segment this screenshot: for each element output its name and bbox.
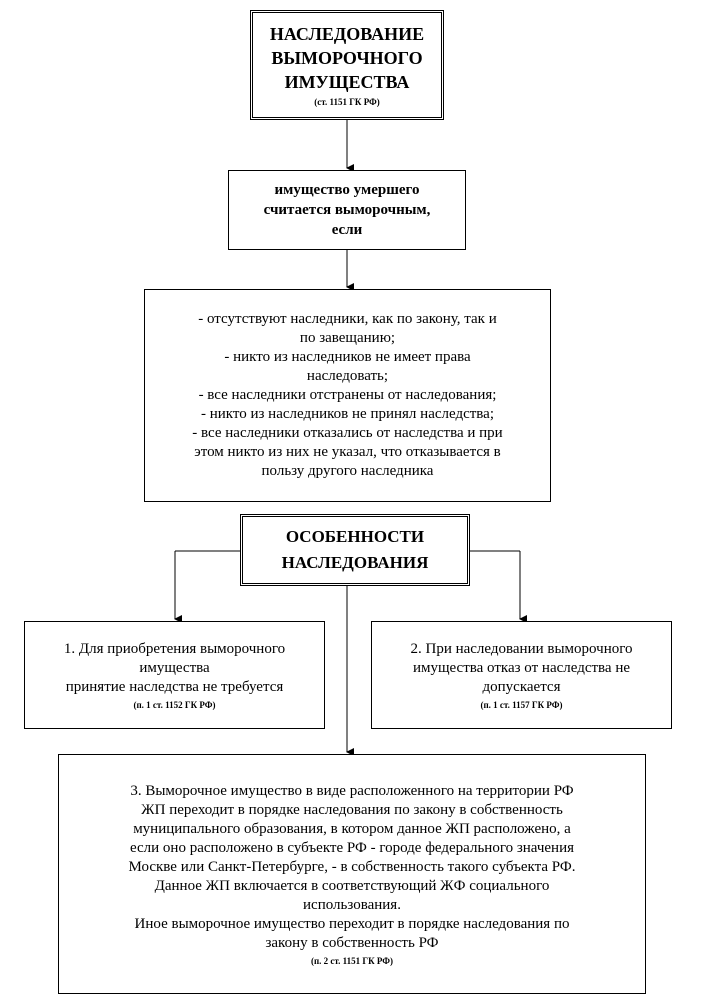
cases-line-5: - все наследники отстранены от наследования;	[198, 387, 497, 403]
features-box	[240, 514, 470, 586]
feature-3-box	[58, 754, 646, 994]
feature-1-box	[24, 621, 325, 729]
cases-line-6: - никто из наследников не принял наследства;	[200, 406, 495, 422]
title-reference: (ст. 1151 ГК РФ)	[314, 97, 380, 107]
title-line-1: НАСЛЕДОВАНИЕ	[269, 24, 425, 44]
feature-2-box	[371, 621, 672, 729]
feature-3-line-6: Данное ЖП включается в соответствующий ЖФ социального	[154, 877, 550, 894]
feature-3-line-9: закону в собственность РФ	[265, 934, 439, 951]
feature-3-line-5: Москве или Санкт-Петербурге, - в собственность такого субъекта РФ.	[128, 858, 576, 875]
condition-line-1: имущество умершего	[274, 182, 420, 198]
condition-line-2: считается выморочным,	[263, 202, 431, 218]
cases-line-9: пользу другого наследника	[261, 463, 434, 479]
feature-3-line-8: Иное выморочное имущество переходит в порядке наследования по	[134, 915, 570, 932]
title-line-3: ИМУЩЕСТВА	[284, 72, 410, 92]
cases-box	[144, 289, 551, 502]
condition-box	[228, 170, 466, 250]
feature-1-reference: (п. 1 ст. 1152 ГК РФ)	[133, 699, 216, 710]
cases-line-3: - никто из наследников не имеет права	[224, 349, 471, 365]
feature-3-line-1: 3. Выморочное имущество в виде расположенного на территории РФ	[130, 782, 574, 799]
features-line-2: НАСЛЕДОВАНИЯ	[281, 553, 429, 572]
cases-line-7: - все наследники отказались от наследства и при	[192, 425, 503, 441]
title-line-2: ВЫМОРОЧНОГО	[271, 48, 423, 68]
feature-1-line-1: 1. Для приобретения выморочного	[63, 640, 286, 657]
feature-2-line-1: 2. При наследовании выморочного	[410, 640, 633, 657]
feature-3-line-3: муниципального образования, в котором данное ЖП расположено, а	[133, 820, 571, 837]
feature-3-reference: (п. 2 ст. 1151 ГК РФ)	[311, 955, 393, 966]
features-line-1: ОСОБЕННОСТИ	[285, 527, 425, 546]
feature-3-line-4: если оно расположено в субъекте РФ - городе федерального значения	[129, 839, 575, 856]
feature-3-line-7: использования.	[303, 896, 401, 913]
feature-1-line-3: принятие наследства не требуется	[65, 678, 284, 695]
cases-line-4: наследовать;	[306, 368, 389, 384]
feature-2-reference: (п. 1 ст. 1157 ГК РФ)	[480, 699, 563, 710]
cases-line-2: по завещанию;	[299, 330, 396, 346]
cases-line-8: этом никто из них не указал, что отказывается в	[194, 444, 501, 460]
feature-1-line-2: имущества	[139, 659, 210, 676]
title-box	[250, 10, 444, 120]
condition-line-3: если	[331, 222, 363, 238]
cases-line-1: - отсутствуют наследники, как по закону, так и	[198, 311, 497, 327]
feature-3-line-2: ЖП переходит в порядке наследования по закону в собственность	[141, 801, 563, 818]
feature-2-line-3: допускается	[482, 678, 561, 695]
feature-2-line-2: имущества отказ от наследства не	[412, 659, 631, 676]
